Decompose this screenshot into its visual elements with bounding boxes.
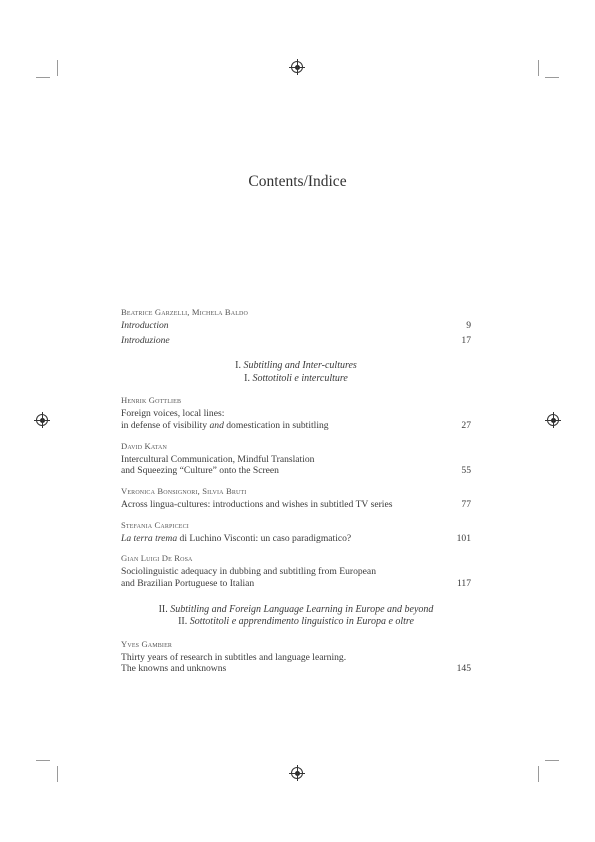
toc-title-line: and Brazilian Portuguese to Italian (121, 577, 255, 589)
toc-row (121, 578, 471, 590)
crop-mark (538, 60, 539, 76)
toc-row (121, 420, 471, 432)
toc-entry (121, 441, 471, 477)
toc-entry (121, 520, 471, 545)
registration-mark-icon (36, 414, 48, 426)
section-title: Subtitling and Foreign Language Learning in Europe and beyond (170, 603, 434, 615)
toc-page-number: 117 (456, 577, 471, 589)
toc-text: domestication in subtitling (223, 419, 329, 431)
toc-row (121, 499, 471, 511)
section-number: I. (244, 372, 250, 384)
toc-author: Yves Gambier (121, 638, 173, 649)
section-title: Sottotitoli e interculture (252, 372, 348, 384)
toc-author: David Katan (121, 440, 167, 451)
toc-title-line (121, 420, 441, 432)
crop-mark (57, 766, 58, 782)
section-number: I. (235, 360, 242, 372)
toc-title-line: and Squeezing “Culture” onto the Screen (121, 465, 279, 477)
toc-title: Introduzione (121, 334, 170, 346)
toc-author: Stefania Carpiceci (121, 519, 189, 530)
toc-page-number: 9 (466, 319, 471, 331)
crop-mark (36, 77, 50, 78)
section-title: Subtitling and Inter-cultures (243, 360, 357, 372)
toc-entry (121, 486, 471, 511)
toc-title-line (121, 533, 441, 545)
section-title-it (121, 616, 471, 629)
toc-page-number: 17 (461, 334, 471, 346)
crop-mark (545, 77, 559, 78)
registration-mark-icon (547, 414, 559, 426)
toc-entry (121, 553, 471, 589)
toc-row (121, 335, 471, 347)
toc-page-number: 145 (456, 663, 471, 675)
toc-entry (121, 395, 471, 431)
crop-mark (538, 766, 539, 782)
section-title: Sottotitoli e apprendimento linguistico in Europa e oltre (189, 616, 414, 628)
section-number: II. (178, 616, 188, 628)
crop-mark (57, 60, 58, 76)
toc-row (121, 465, 471, 477)
toc-author: Henrik Gottlieb (121, 395, 182, 406)
section-heading (121, 360, 471, 385)
section-heading (121, 604, 471, 629)
crop-mark (545, 760, 559, 761)
toc-title-line: Intercultural Communication, Mindful Translation (121, 453, 315, 465)
toc-text: and (209, 419, 224, 431)
toc-title-line: Thirty years of research in subtitles and language learning. (121, 651, 347, 663)
toc-title-line: The knowns and unknowns (121, 663, 227, 675)
toc-page-number: 55 (461, 465, 471, 477)
section-title-en (121, 360, 471, 373)
toc-row (121, 533, 471, 545)
toc-entry (121, 307, 471, 346)
crop-mark (36, 760, 50, 761)
toc-entry (121, 639, 471, 675)
registration-mark-icon (291, 767, 303, 779)
section-title-en (121, 604, 471, 617)
toc-page-number: 77 (461, 498, 471, 510)
section-number: II. (158, 603, 168, 615)
toc-row (121, 320, 471, 332)
toc-title: Introduction (121, 319, 169, 331)
toc-author: Gian Luigi De Rosa (121, 553, 193, 564)
toc-page-number: 101 (456, 532, 471, 544)
toc-text: in defense of visibility (121, 419, 210, 431)
toc-text: di Luchino Visconti: un caso paradigmatico? (177, 532, 352, 544)
toc-title-line: Foreign voices, local lines: (121, 408, 225, 420)
toc-author: Veronica Bonsignori, Silvia Bruti (121, 486, 247, 497)
toc-title-line: Sociolinguistic adequacy in dubbing and subtitling from European (121, 566, 376, 578)
toc-row (121, 663, 471, 675)
table-of-contents (121, 307, 471, 684)
toc-text: La terra trema (121, 532, 178, 544)
toc-page-number: 27 (461, 419, 471, 431)
section-title-it (121, 373, 471, 386)
registration-mark-icon (291, 61, 303, 73)
toc-title-line: Across lingua-cultures: introductions and wishes in subtitled TV series (121, 498, 393, 510)
page-title: Contents/Indice (248, 173, 347, 190)
toc-author: Beatrice Garzelli, Michela Baldo (121, 307, 249, 317)
